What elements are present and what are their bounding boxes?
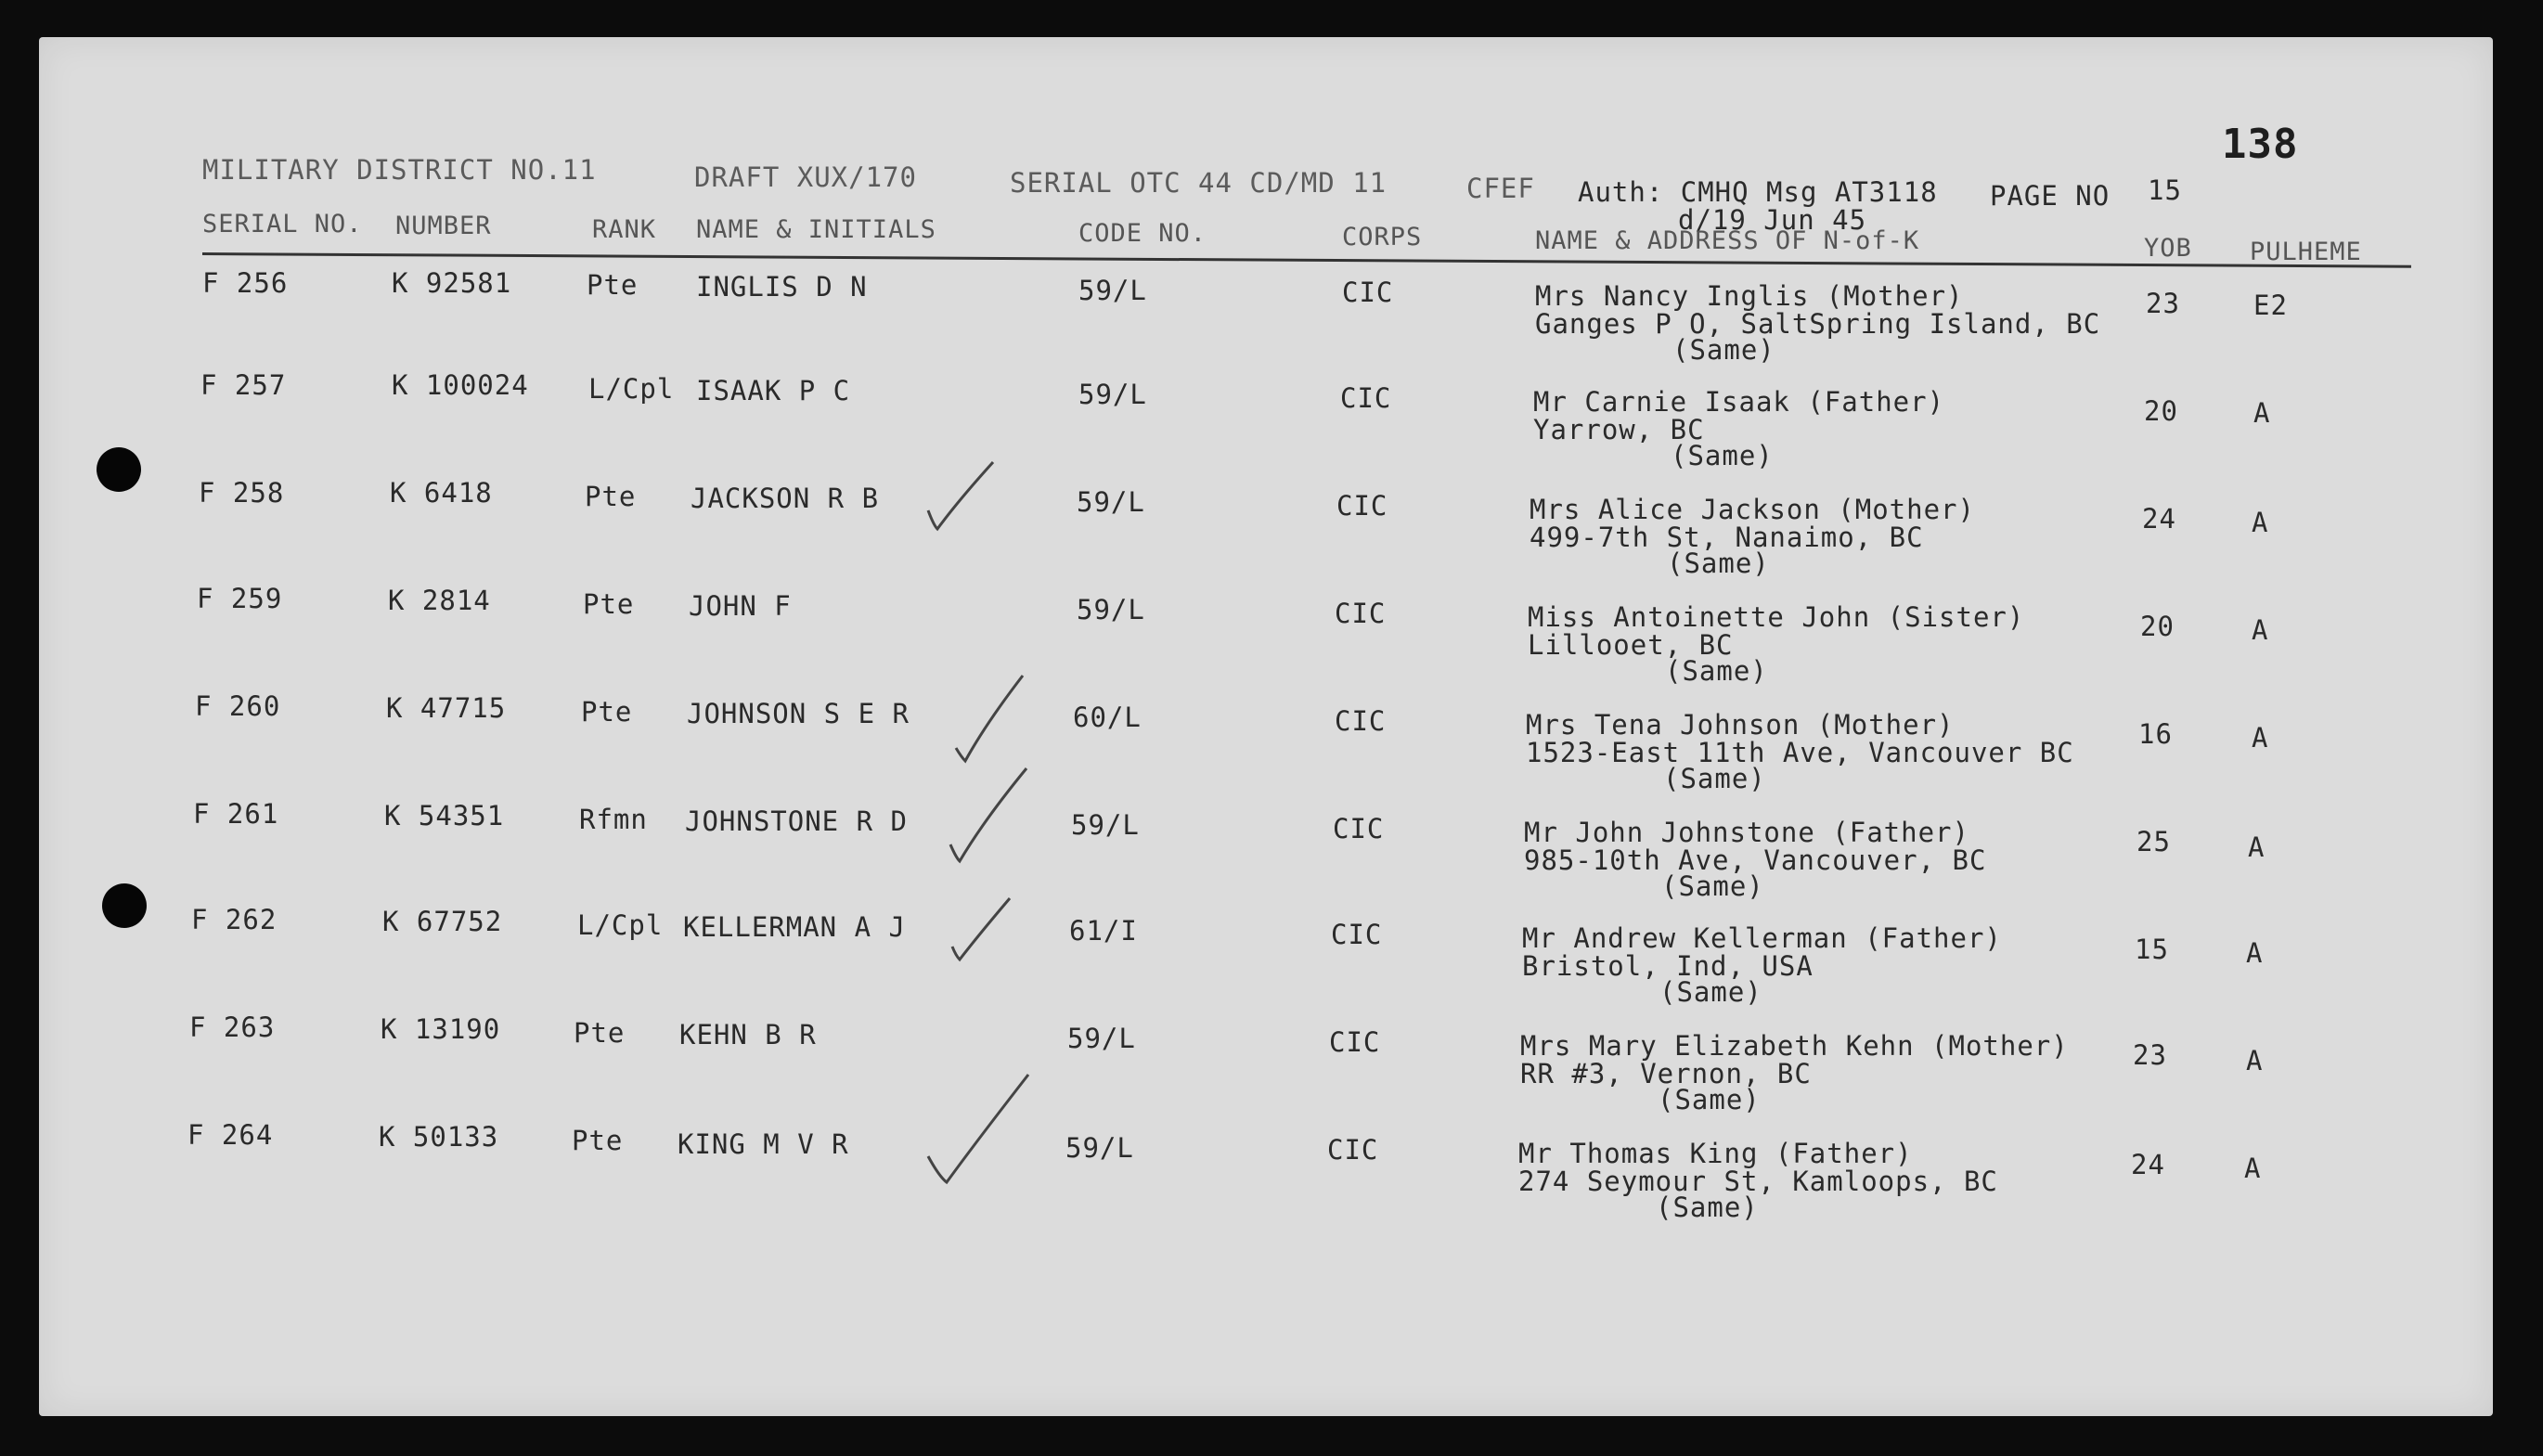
serial-cell: F 258 (199, 477, 285, 509)
check-mark-icon (943, 761, 1045, 872)
serial-cell: F 259 (197, 583, 283, 614)
serial-cell: F 264 (187, 1119, 274, 1151)
nok-line-3: (Same) (1663, 763, 1766, 794)
nok-line-3: (Same) (1658, 1084, 1761, 1115)
nok-line-3: (Same) (1665, 655, 1768, 687)
col-name-initials: NAME & INITIALS (696, 215, 936, 244)
corps-cell: CIC (1340, 382, 1392, 414)
col-rank: RANK (592, 215, 657, 244)
rank-cell: L/Cpl (588, 373, 675, 405)
page-no-value: 15 (2148, 174, 2182, 206)
header-underline (202, 252, 2411, 268)
rank-cell: Pte (574, 1017, 626, 1049)
nok-line-2: Lillooet, BC (1528, 629, 1734, 661)
name-cell: JACKSON R B (691, 483, 880, 514)
name-cell: ISAAK P C (696, 375, 851, 406)
serial-label: SERIAL OTC 44 CD/MD 11 (1010, 167, 1388, 199)
corps-cell: CIC (1335, 598, 1387, 629)
pulheme-cell: A (2252, 722, 2269, 754)
rank-cell: Pte (572, 1125, 624, 1156)
serial-cell: F 261 (193, 798, 279, 830)
corps-cell: CIC (1331, 919, 1383, 950)
rank-cell: Rfmn (579, 804, 648, 835)
nok-line-1: Mr Andrew Kellerman (Father) (1522, 922, 2002, 954)
number-cell: K 2814 (388, 585, 491, 616)
number-cell: K 13190 (381, 1013, 501, 1045)
name-cell: KING M V R (678, 1128, 849, 1160)
code-cell: 59/L (1067, 1023, 1136, 1054)
name-cell: JOHNSON S E R (687, 698, 910, 729)
nok-line-2: Bristol, Ind, USA (1522, 950, 1814, 982)
punch-hole (97, 447, 141, 492)
pulheme-cell: A (2252, 614, 2269, 646)
code-cell: 59/L (1077, 486, 1145, 518)
rank-cell: Pte (587, 269, 639, 301)
pulheme-cell: A (2244, 1153, 2262, 1184)
number-cell: K 47715 (386, 692, 507, 724)
number-cell: K 54351 (384, 800, 505, 831)
nok-line-2: 499-7th St, Nanaimo, BC (1530, 522, 1924, 553)
pulheme-cell: E2 (2253, 290, 2288, 321)
number-cell: K 67752 (382, 906, 503, 937)
corps-cell: CIC (1336, 490, 1388, 522)
yob-cell: 25 (2136, 826, 2171, 857)
col-number: NUMBER (395, 212, 492, 240)
draft-label: DRAFT XUX/170 (694, 161, 917, 193)
col-nok: NAME & ADDRESS OF N-of-K (1535, 226, 1920, 255)
rank-cell: Pte (585, 481, 637, 512)
col-code-no: CODE NO. (1078, 219, 1207, 248)
number-cell: K 6418 (390, 477, 493, 509)
nok-line-3: (Same) (1656, 1192, 1759, 1223)
serial-cell: F 263 (189, 1011, 276, 1043)
code-cell: 59/L (1077, 594, 1145, 625)
yob-cell: 15 (2135, 934, 2169, 965)
code-cell: 59/L (1078, 379, 1147, 410)
auth-line-2: d/19 Jun 45 (1678, 204, 1867, 236)
name-cell: KELLERMAN A J (683, 911, 906, 943)
nok-line-1: Mrs Nancy Inglis (Mother) (1535, 280, 1964, 312)
district-label: MILITARY DISTRICT NO.11 (202, 154, 597, 186)
nok-line-2: RR #3, Vernon, BC (1520, 1058, 1812, 1089)
number-cell: K 100024 (392, 369, 529, 401)
code-cell: 60/L (1073, 702, 1142, 733)
corps-cell: CIC (1327, 1134, 1379, 1166)
pulheme-cell: A (2252, 507, 2269, 538)
corps-cell: CIC (1335, 705, 1387, 737)
nok-line-1: Mr Thomas King (Father) (1518, 1138, 1913, 1169)
rank-cell: Pte (581, 696, 633, 728)
col-corps: CORPS (1342, 223, 1423, 251)
serial-cell: F 256 (202, 267, 289, 299)
nok-line-1: Mrs Tena Johnson (Mother) (1526, 709, 1955, 741)
nok-line-2: 1523-East 11th Ave, Vancouver BC (1526, 737, 2074, 768)
yob-cell: 23 (2146, 288, 2180, 319)
pulheme-cell: A (2253, 397, 2271, 429)
nok-line-1: Miss Antoinette John (Sister) (1528, 601, 2025, 633)
corps-cell: CIC (1329, 1026, 1381, 1058)
yob-cell: 24 (2131, 1149, 2165, 1180)
code-cell: 59/L (1065, 1132, 1134, 1164)
col-pulheme: PULHEME (2250, 238, 2362, 266)
col-serial-no: SERIAL NO. (202, 210, 363, 238)
check-mark-icon (921, 455, 1013, 548)
rank-cell: Pte (583, 588, 635, 620)
nok-line-3: (Same) (1671, 440, 1774, 471)
force-label: CFEF (1466, 173, 1535, 204)
check-mark-icon (949, 668, 1041, 770)
corps-cell: CIC (1342, 277, 1394, 308)
nok-line-2: 985-10th Ave, Vancouver, BC (1524, 844, 1987, 876)
yob-cell: 16 (2138, 718, 2173, 750)
number-cell: K 50133 (379, 1121, 499, 1153)
yob-cell: 20 (2140, 611, 2175, 642)
name-cell: JOHN F (689, 590, 792, 622)
document-sheet (39, 37, 2493, 1416)
nok-line-3: (Same) (1667, 548, 1770, 579)
col-yob: YOB (2144, 234, 2192, 263)
yob-cell: 20 (2144, 395, 2178, 427)
serial-cell: F 260 (195, 690, 281, 722)
name-cell: KEHN B R (679, 1019, 817, 1050)
nok-line-3: (Same) (1672, 334, 1775, 366)
pulheme-cell: A (2248, 831, 2265, 863)
punch-hole (102, 883, 147, 928)
nok-line-2: Ganges P O, SaltSpring Island, BC (1535, 308, 2101, 340)
check-mark-icon (945, 891, 1028, 974)
nok-line-1: Mrs Alice Jackson (Mother) (1530, 494, 1975, 525)
check-mark-icon (921, 1067, 1041, 1197)
nok-line-2: Yarrow, BC (1533, 414, 1705, 445)
code-cell: 59/L (1078, 275, 1147, 306)
number-cell: K 92581 (392, 267, 512, 299)
yob-cell: 23 (2133, 1039, 2167, 1071)
nok-line-1: Mrs Mary Elizabeth Kehn (Mother) (1520, 1030, 2069, 1062)
code-cell: 61/I (1069, 915, 1138, 947)
corps-cell: CIC (1333, 813, 1385, 844)
code-cell: 59/L (1071, 809, 1140, 841)
serial-cell: F 257 (200, 369, 287, 401)
nok-line-3: (Same) (1661, 870, 1764, 902)
nok-line-1: Mr Carnie Isaak (Father) (1533, 386, 1945, 418)
serial-cell: F 262 (191, 904, 278, 935)
name-cell: JOHNSTONE R D (685, 805, 908, 837)
pulheme-cell: A (2246, 1045, 2264, 1076)
page-no-label: PAGE NO (1990, 180, 2111, 212)
nok-line-1: Mr John Johnstone (Father) (1524, 817, 1969, 848)
nok-line-3: (Same) (1659, 976, 1762, 1008)
pulheme-cell: A (2246, 937, 2264, 969)
rank-cell: L/Cpl (577, 909, 664, 941)
nok-line-2: 274 Seymour St, Kamloops, BC (1518, 1166, 1998, 1197)
yob-cell: 24 (2142, 503, 2176, 535)
name-cell: INGLIS D N (696, 271, 868, 303)
folio-number: 138 (2222, 121, 2299, 168)
auth-line-1: Auth: CMHQ Msg AT3118 (1578, 176, 1938, 208)
